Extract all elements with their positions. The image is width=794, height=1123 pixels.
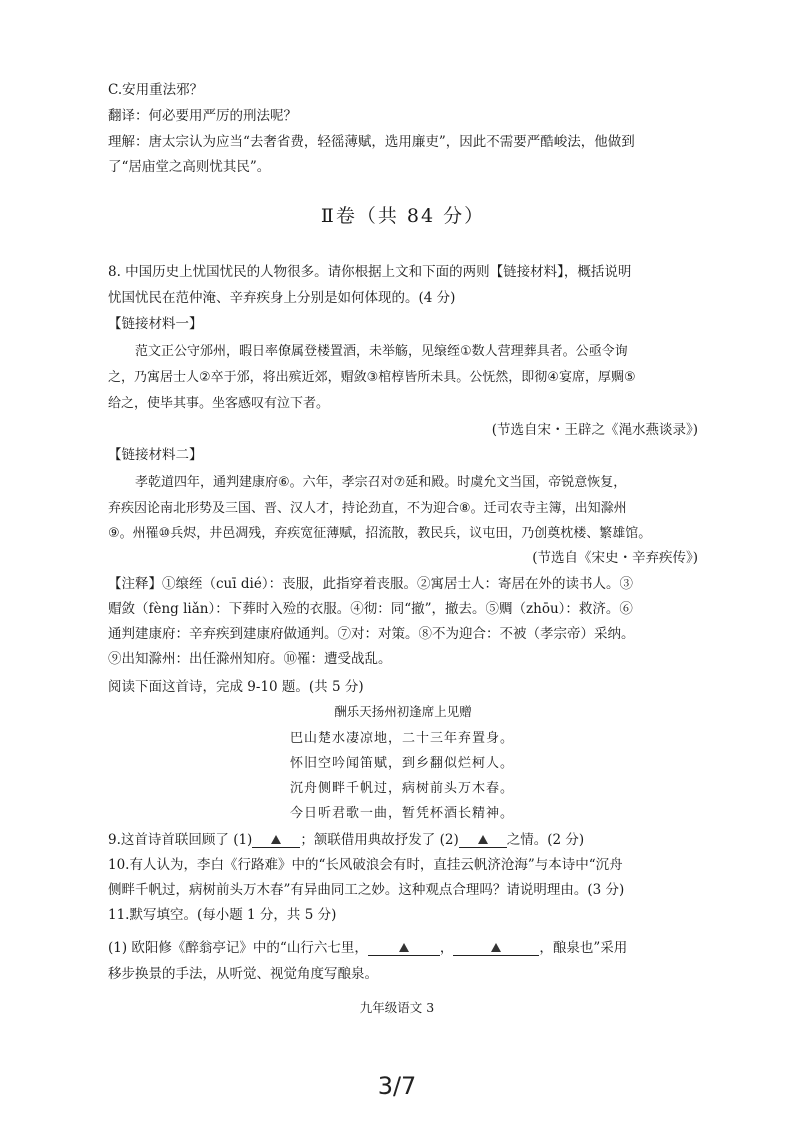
notes-line-3: 通判建康府：辛弃疾到建康府做通判。⑦对：对策。⑧不为迎合：不被（孝宗帝）采纳。 <box>108 626 635 642</box>
q9-blank2-label: (2) <box>439 832 459 848</box>
triangle-icon <box>478 835 488 844</box>
material2-heading: 【链接材料二】 <box>108 447 203 463</box>
material1-line-3: 给之，使毕其事。坐客感叹有泣下者。 <box>108 396 330 411</box>
q10-line-1: 10.有人认为，李白《行路难》中的“长风破浪会有时，直挂云帆济沧海”与本诗中“沉舟 <box>108 857 623 873</box>
page-indicator: 3/7 <box>377 1072 417 1100</box>
poem-line-2: 怀旧空吟闻笛赋，到乡翻似烂柯人。 <box>290 756 515 771</box>
triangle-icon <box>399 943 409 952</box>
part2-title: Ⅱ卷（共 84 分） <box>320 205 486 227</box>
material2-line-1: 孝乾道四年，通判建康府⑥。六年，孝宗召对⑦延和殿。时虞允文当国，帝锐意恢复， <box>135 475 627 490</box>
option-c: C.安用重法邪？ <box>108 82 204 98</box>
poem-intro: 阅读下面这首诗，完成 9-10 题。(共 5 分) <box>108 679 364 695</box>
q11-sub1-text-b: ， <box>439 940 454 956</box>
q11-sub1-text-c: ，酿泉也”采用 <box>539 940 628 956</box>
material2-line-3: ⑨。州罹⑩兵烬，井邑凋残，弃疾宽征薄赋，招流散，教民兵，议屯田，乃创奠枕楼、繁雄馆。 <box>108 526 652 541</box>
material1-heading: 【链接材料一】 <box>108 316 203 332</box>
notes-line-2: 赗敛（fèng liǎn）：下葬时入殓的衣服。④彻：同“撤”，撤去。⑤赒（zhōu）：救济。⑥ <box>108 601 633 617</box>
q10-line-2: 侧畔千帆过，病树前头万木春”有异曲同工之妙。这种观点合理吗？请说明理由。(3 分) <box>108 882 625 898</box>
material2-line-2: 弃疾因论南北形势及三国、晋、汉人才，持论劲直，不为迎合⑧。迁司农寺主簿，出知滁州 <box>108 501 627 516</box>
triangle-icon <box>271 835 281 844</box>
q9-text-2: ；颔联借用典故抒发了 <box>300 832 436 848</box>
poem-line-4: 今日听君歌一曲，暂凭杯酒长精神。 <box>290 806 515 821</box>
q9 <box>108 828 698 852</box>
q11-sub1-text-a: (1) 欧阳修《醉翁亭记》中的“山行六七里， <box>108 940 368 956</box>
material1-source: (节选自宋・王辟之《渑水燕谈录》) <box>491 422 698 438</box>
q8-line-2: 忧国忧民在范仲淹、辛弃疾身上分别是如何体现的。(4 分) <box>108 290 456 306</box>
page-footer: 九年级语文 3 <box>359 1000 435 1015</box>
q9-text-1: 9.这首诗首联回顾了 <box>108 832 229 848</box>
understanding-line-2: 了“居庙堂之高则忧其民”。 <box>108 159 271 175</box>
material1-line-2: 之，乃寓居士人②卒于邠，将出殡近郊，赗敛③棺椁皆所未具。公怃然，即彻④宴席，厚赒⑤ <box>108 370 636 385</box>
notes-line-4: ⑨出知滁州：出任滁州知府。⑩罹：遭受战乱。 <box>108 651 392 667</box>
q9-blank1-label: (1) <box>233 832 253 848</box>
q11-heading: 11.默写填空。(每小题 1 分，共 5 分) <box>108 907 337 923</box>
q11-sub1-line-2: 移步换景的手法，从听觉、视觉角度写酿泉。 <box>108 966 378 982</box>
understanding-line-1: 理解：唐太宗认为应当“去奢省费，轻徭薄赋，选用廉吏”，因此不需要严酷峻法，他做到 <box>108 134 635 150</box>
translation-text: 翻译：何必要用严厉的刑法呢？ <box>108 108 297 124</box>
material1-line-1: 范文正公守邠州，暇日率僚属登楼置酒，未举觞，见缞绖①数人营理葬具者。公亟令询 <box>135 344 628 359</box>
q9-text-3: 之情。(2 分) <box>506 832 585 848</box>
q11-answer-blank-1[interactable] <box>368 941 440 956</box>
q8-line-1: 8. 中国历史上忧国忧民的人物很多。请你根据上文和下面的两则【链接材料】，概括说明 <box>108 264 632 280</box>
q9-answer-blank-1[interactable] <box>252 833 300 848</box>
poem-line-1: 巴山楚水凄凉地，二十三年弃置身。 <box>290 731 515 746</box>
q9-answer-blank-2[interactable] <box>459 833 507 848</box>
material2-source: (节选自《宋史・辛弃疾传》) <box>532 550 698 566</box>
q11-answer-blank-2[interactable] <box>453 941 539 956</box>
q11-sub1 <box>108 936 698 960</box>
notes-line-1: 【注释】①缞绖（cuī dié）：丧服，此指穿着丧服。②寓居士人：寄居在外的读书人。③ <box>108 576 634 592</box>
triangle-icon <box>491 943 501 952</box>
poem-title: 酬乐天扬州初逢席上见赠 <box>334 704 472 719</box>
poem-line-3: 沉舟侧畔千帆过，病树前头万木春。 <box>290 781 515 796</box>
